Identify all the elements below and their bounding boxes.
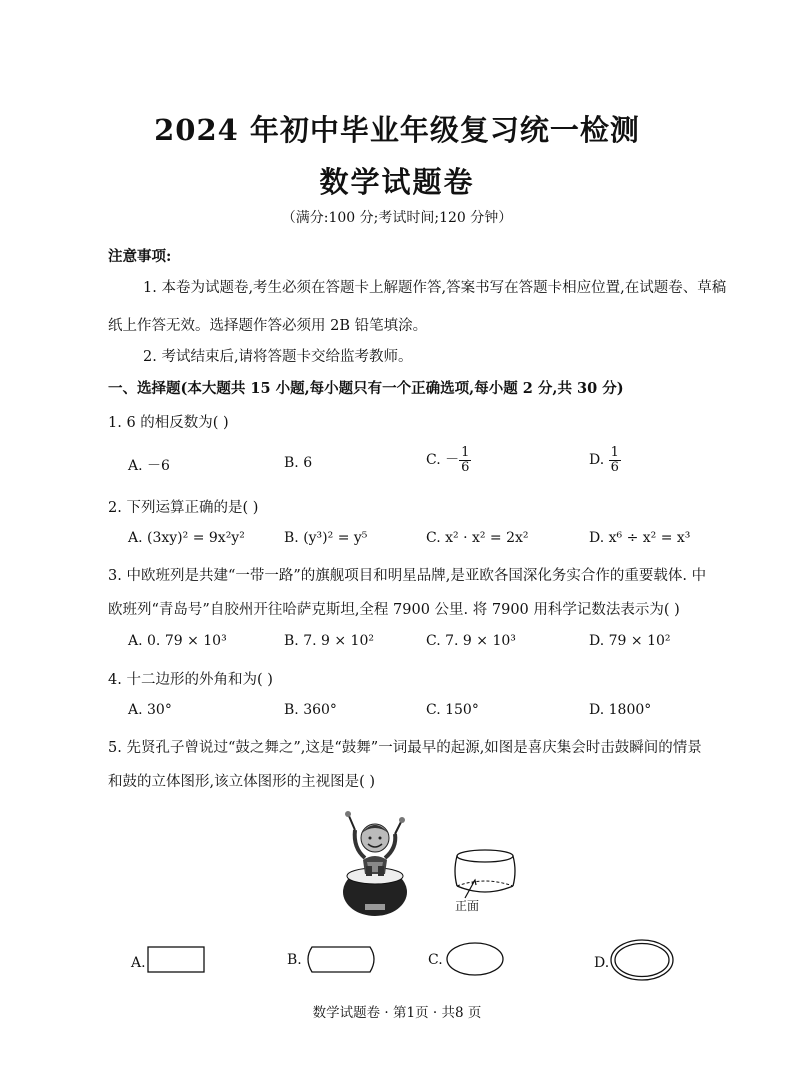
q5-option-a-rectangle (146, 945, 208, 975)
notes-item1-line1: 1. 本卷为试题卷,考生必须在答题卡上解题作答,答案书写在答题卡相应位置,在试题卷、草稿 (143, 280, 727, 296)
q5-option-d-double-ellipse (608, 938, 678, 984)
drummer-illustration (335, 800, 415, 920)
q1-option-c-fraction (459, 446, 471, 474)
notes-heading: 注意事项: (108, 248, 172, 265)
q3-option-b: B. 7. 9 × 10² (284, 633, 374, 649)
exam-subtitle: （满分:100 分;考试时间;120 分钟） (281, 210, 513, 226)
q1-option-d-fraction (609, 446, 621, 474)
q1-option-a: A. －6 (128, 458, 170, 474)
q1-option-c-denominator: 6 (461, 459, 470, 475)
front-view-label: 正面 (455, 899, 480, 913)
q5-option-c-ellipse (444, 940, 508, 978)
q1-option-c-numerator: 1 (461, 445, 470, 460)
q1-option-d-prefix: D. (589, 452, 609, 469)
q4-stem: 4. 十二边形的外角和为( ) (108, 672, 273, 688)
q2-option-b: B. (y³)² = y⁵ (284, 530, 368, 546)
q3-stem-line2: 欧班列“青岛号”自胶州开往哈萨克斯坦,全程 7900 公里. 将 7900 用科学记数法表示为( ) (108, 602, 680, 618)
notes-item1-line2: 纸上作答无效。选择题作答必须用 2B 铅笔填涂。 (108, 318, 428, 334)
q3-option-d: D. 79 × 10² (589, 633, 671, 649)
notes-item2: 2. 考试结束后,请将答题卡交给监考教师。 (143, 349, 413, 365)
q2-option-d: D. x⁶ ÷ x² = x³ (589, 530, 691, 546)
q2-stem: 2. 下列运算正确的是( ) (108, 500, 259, 516)
q5-option-b-barrel (302, 944, 382, 976)
q4-option-a: A. 30° (128, 702, 172, 718)
q1-option-c-prefix: C. － (426, 452, 460, 469)
q1-stem: 1. 6 的相反数为( ) (108, 415, 229, 431)
q3-stem-line1: 3. 中欧班列是共建“一带一路”的旗舰项目和明星品牌,是亚欧各国深化务实合作的重要载体. 中 (108, 568, 707, 584)
q1-option-b: B. 6 (284, 455, 313, 471)
q1-option-d-denominator: 6 (610, 459, 619, 475)
q5-option-d-label: D. (594, 955, 610, 971)
exam-title: 2024 年初中毕业年级复习统一检测 (154, 113, 640, 147)
page-footer: 数学试题卷 · 第1页 · 共8 页 (312, 1005, 482, 1021)
q1-option-d (589, 446, 621, 474)
q3-option-a: A. 0. 79 × 10³ (128, 633, 227, 649)
q5-option-b-label: B. (287, 952, 302, 968)
q5-option-a-label: A. (131, 955, 146, 971)
section1-heading: 一、选择题(本大题共 15 小题,每小题只有一个正确选项,每小题 2 分,共 30 分) (108, 380, 624, 397)
q5-stem-line1: 5. 先贤孔子曾说过“鼓之舞之”,这是“鼓舞”一词最早的起源,如图是喜庆集会时击鼓瞬间的情景 (108, 740, 702, 756)
q4-option-c: C. 150° (426, 702, 479, 718)
q1-option-d-numerator: 1 (610, 445, 619, 460)
q2-option-a: A. (3xy)² = 9x²y² (128, 530, 245, 546)
q4-option-d: D. 1800° (589, 702, 652, 718)
q1-option-c (426, 446, 471, 474)
q3-option-c: C. 7. 9 × 10³ (426, 633, 516, 649)
q5-option-c-label: C. (428, 952, 443, 968)
q5-stem-line2: 和鼓的立体图形,该立体图形的主视图是( ) (108, 774, 376, 790)
exam-subject-title: 数学试题卷 (319, 165, 475, 199)
q2-option-c: C. x² · x² = 2x² (426, 530, 529, 546)
q4-option-b: B. 360° (284, 702, 337, 718)
